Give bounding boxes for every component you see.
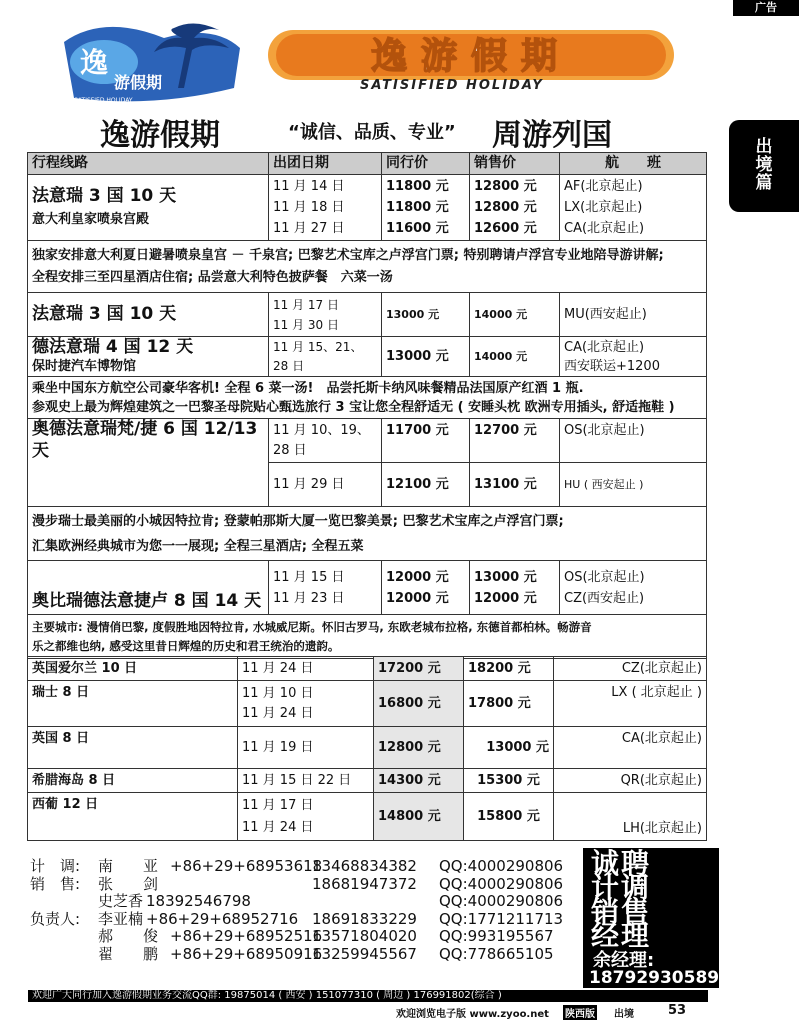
contact-row: [30, 893, 575, 911]
trade-price: 16800 元: [374, 681, 464, 727]
note-row: [28, 241, 707, 293]
trade-price: 13000 元: [382, 337, 470, 377]
table-row: [28, 337, 707, 377]
date: 28 日: [273, 442, 307, 458]
route-sub: 保时捷汽车博物馆: [32, 358, 137, 374]
contact-phone: +86+29+68950916: [170, 944, 323, 963]
trade-price: 11600 元: [386, 221, 449, 236]
note-line: 全程安排三至四星酒店住宿; 品尝意大利特色披萨餐 六菜一汤: [32, 269, 393, 285]
header-sale-price: 销售价: [470, 153, 560, 175]
route-name: 法意瑞 3 国 10 天: [32, 303, 177, 324]
route-notes: [28, 615, 707, 659]
table-row: [28, 175, 707, 241]
flight: QR(北京起止): [554, 769, 707, 793]
contact-qq: QQ:4000290806: [439, 857, 564, 875]
contact-row: [30, 858, 575, 876]
date: 11 月 23 日: [273, 590, 345, 606]
sale-price: 12000 元: [474, 590, 537, 606]
note-row: [28, 377, 707, 419]
recruit-line: 计调: [591, 871, 652, 904]
route-cell: [28, 337, 269, 377]
date-cell: [269, 293, 382, 337]
recruit-manager: 余经理:: [593, 950, 655, 971]
contact-qq: QQ:4000290806: [439, 874, 564, 893]
sale-price: 12600 元: [474, 221, 537, 236]
recruit-box: [583, 848, 719, 988]
tour-table: [27, 152, 707, 659]
route-name: 瑞士 8 日: [28, 681, 238, 727]
route-name: 德法意瑞 4 国 12 天: [32, 336, 194, 357]
flight: AF(北京起止): [564, 179, 643, 194]
contact-phone: +86+29+68953618: [170, 857, 323, 875]
page-footer: [0, 1002, 799, 1018]
flight-cell: [560, 175, 707, 241]
table-row: [28, 793, 707, 841]
trade-price: 12000 元: [386, 590, 449, 606]
sale-price: 13000 元: [464, 727, 554, 769]
route-name: 法意瑞 3 国 10 天: [32, 185, 177, 206]
table-row: [28, 727, 707, 769]
date: 11 月 19 日: [238, 727, 374, 769]
trade-price: 12800 元: [374, 727, 464, 769]
route-name: 英国爱尔兰 10 日: [28, 657, 238, 681]
trade-price: 11800 元: [386, 200, 449, 215]
flight: CA(北京起止): [564, 221, 645, 236]
sale-price: 15300 元: [464, 769, 554, 793]
contact-mobile: 18681947372: [312, 874, 417, 893]
date: 11 月 17 日: [273, 297, 339, 312]
route-cell: [28, 175, 269, 241]
trade-price: 12100 元: [382, 463, 470, 507]
contact-role: 计 调:: [30, 857, 81, 875]
note-line: 独家安排意大利夏日避暑喷泉皇宫 － 千泉宫; 巴黎艺术宝库之卢浮宫门票; 特别聘请卢浮宫专业地陪导游讲解;: [32, 247, 664, 263]
recruit-line: 诚聘: [591, 847, 652, 880]
contact-name: 李亚楠: [98, 909, 144, 928]
date: 11 月 24 日: [242, 705, 314, 721]
footer-category: 出境: [614, 1009, 634, 1020]
trade-price: 11700 元: [382, 419, 470, 463]
route-cell: [28, 419, 269, 507]
page-title: [30, 110, 710, 152]
trade-price: 14300 元: [374, 769, 464, 793]
date-cell: [238, 793, 374, 841]
date-cell: [269, 175, 382, 241]
date: 11 月 15 日 22 日: [238, 769, 374, 793]
header-flight: 航 班: [560, 153, 707, 175]
contact-name: 张 剑: [98, 874, 159, 893]
contact-phone: 18392546798: [146, 892, 251, 910]
flight-cell: [560, 561, 707, 615]
sale-price-cell: [470, 561, 560, 615]
date: 28 日: [273, 358, 305, 373]
trade-price: 14800 元: [374, 793, 464, 841]
ad-tag: 广告: [733, 0, 799, 16]
qq-group-bar: 欢迎广大同行加入逸游假期业务交流QQ群: 19875014 ( 西安 ) 151077310 ( 周边 ) 176991802(综合 ): [28, 990, 708, 1002]
flight: LX ( 北京起止 ): [554, 681, 707, 727]
date: 11 月 17 日: [242, 797, 314, 813]
flight: LX(北京起止): [564, 200, 643, 215]
flight: HU ( 西安起止 ): [560, 463, 707, 507]
sale-price: 15800 元: [464, 793, 554, 841]
sale-price: 18200 元: [464, 657, 554, 681]
contact-phone: +86+29+68952516: [170, 927, 323, 945]
contact-name: 郝 俊: [98, 927, 159, 945]
table-row: [28, 561, 707, 615]
contact-role: 销 售:: [30, 874, 81, 893]
flight: CZ(北京起止): [554, 657, 707, 681]
section-tab: [729, 120, 799, 212]
note-line: 漫步瑞士最美丽的小城因特拉肯; 登蒙帕那斯大厦一览巴黎美景; 巴黎艺术宝库之卢浮宫门票;: [32, 513, 564, 529]
flight: 西安联运+1200: [564, 358, 660, 374]
section-tab-label: 出境篇: [755, 137, 773, 193]
route-cell: [28, 561, 269, 615]
sale-price: 12800 元: [474, 179, 537, 194]
page-number: 53: [668, 1003, 687, 1018]
note-line: 乐之都维也纳, 感受这里昔日辉煌的历史和君王统治的遗韵。: [32, 638, 340, 653]
title-right: 周游列国: [492, 118, 612, 153]
note-row: [28, 615, 707, 659]
header-route: 行程线路: [28, 153, 269, 175]
date: 11 月 15、21、: [273, 339, 363, 354]
contact-row: [30, 928, 575, 946]
sale-price: 12700 元: [470, 419, 560, 463]
trade-price: 12000 元: [386, 569, 449, 585]
date: 11 月 24 日: [238, 657, 374, 681]
date: 11 月 27 日: [273, 221, 345, 236]
sale-price: 12800 元: [474, 200, 537, 215]
contact-name: 南 亚: [98, 857, 159, 875]
contact-qq: QQ:778665105: [439, 944, 554, 963]
date-cell: [269, 561, 382, 615]
date: 11 月 24 日: [242, 819, 314, 835]
recruit-line: 销售: [591, 895, 652, 928]
route-name: 奥比瑞德法意捷卢 8 国 14 天: [32, 591, 262, 611]
route-name: 英国 8 日: [28, 727, 238, 769]
flight-cell: [560, 337, 707, 377]
contact-qq: QQ:4000290806: [439, 892, 564, 910]
flight: OS(北京起止): [564, 569, 645, 585]
date: 11 月 10、19、: [273, 422, 370, 438]
trade-price: 11800 元: [386, 179, 449, 194]
logo-left: [44, 18, 250, 106]
contact-mobile: 13259945567: [312, 944, 417, 963]
trade-price: 13000 元: [382, 293, 470, 337]
note-line: 乘坐中国东方航空公司豪华客机! 全程 6 菜一汤! 品尝托斯卡纳风味餐精品法国原产红酒 1 瓶.: [32, 380, 584, 396]
table-row: [28, 293, 707, 337]
footer-site: 欢迎浏览电子版 www.zyoo.net: [396, 1009, 549, 1020]
route-cell: [28, 293, 269, 337]
date: 11 月 14 日: [273, 179, 345, 194]
date-cell: [269, 419, 382, 463]
route-sub: 意大利皇家喷泉宫殿: [32, 211, 150, 227]
table-row: [28, 657, 707, 681]
header-date: 出团日期: [269, 153, 382, 175]
contact-role: 负责人:: [30, 909, 81, 928]
header-trade-price: 同行价: [382, 153, 470, 175]
date: 11 月 30 日: [273, 317, 339, 332]
note-line: 汇集欧洲经典城市为您一一展现; 全程三星酒店; 全程五菜: [32, 538, 364, 554]
contact-row: [30, 946, 575, 964]
contact-qq: QQ:1771211713: [439, 909, 564, 928]
logo-subtitle: SATISIFIED HOLIDAY: [360, 78, 544, 93]
flight: MU(西安起止): [560, 293, 707, 337]
svg-text:逸: 逸: [80, 46, 109, 79]
route-name: 西葡 12 日: [28, 793, 238, 841]
date: 11 月 15 日: [273, 569, 345, 585]
flight: CA(北京起止): [554, 727, 707, 769]
svg-text:游假期: 游假期: [114, 73, 163, 92]
route-name: 奥德法意瑞梵/捷 6 国 12/13 天: [32, 419, 258, 461]
sale-price: 17800 元: [464, 681, 554, 727]
contact-list: [30, 858, 575, 963]
contact-name: 翟 鹏: [98, 944, 159, 963]
route-notes: [28, 241, 707, 293]
sale-price: 14000 元: [470, 337, 560, 377]
contact-row: [30, 911, 575, 929]
contact-mobile: 18691833229: [312, 909, 417, 928]
recruit-phone: 18792930589: [589, 968, 720, 988]
sale-price: 13000 元: [474, 569, 537, 585]
contact-row: [30, 876, 575, 894]
contact-name: 史芝香: [98, 892, 144, 910]
trade-price-cell: [382, 561, 470, 615]
note-row: [28, 507, 707, 561]
svg-text:SATISFIED HOLIDAY: SATISFIED HOLIDAY: [74, 97, 133, 104]
table-row: [28, 419, 707, 463]
contact-mobile: 13468834382: [312, 857, 417, 875]
title-slogan: “诚信、品质、专业”: [288, 122, 456, 143]
svg-text:逸游假期: 逸游假期: [370, 36, 572, 77]
contact-mobile: 13571804020: [312, 927, 417, 945]
sale-price: 13100 元: [470, 463, 560, 507]
flight: CA(北京起止): [564, 339, 645, 355]
contact-qq: QQ:993195567: [439, 927, 554, 945]
short-tours-table: [27, 656, 707, 841]
trade-price-cell: [382, 175, 470, 241]
note-line: 主要城市: 漫情俏巴黎, 度假胜地因特拉肯, 水城威尼斯。怀旧古罗马, 东欧老城布拉格, 东德首都柏林。畅游音: [32, 619, 592, 634]
title-main: 逸游假期: [100, 118, 220, 153]
route-name: 希腊海岛 8 日: [28, 769, 238, 793]
trade-price: 17200 元: [374, 657, 464, 681]
date: 11 月 29 日: [269, 463, 382, 507]
recruit-line: 经理: [591, 919, 652, 952]
note-line: 参观史上最为辉煌建筑之一巴黎圣母院贴心甄选旅行 3 宝让您全程舒适无 ( 安睡头枕 欧洲专用插头, 舒适拖鞋 ): [32, 399, 675, 415]
date: 11 月 18 日: [273, 200, 345, 215]
table-row: [28, 681, 707, 727]
flight: CZ(西安起止): [564, 590, 645, 606]
table-row: [28, 769, 707, 793]
flight: LH(北京起止): [554, 793, 707, 841]
route-notes: [28, 377, 707, 419]
date-cell: [238, 681, 374, 727]
sale-price-cell: [470, 175, 560, 241]
table-header: [28, 153, 707, 175]
date: 11 月 10 日: [242, 685, 314, 701]
sale-price: 14000 元: [470, 293, 560, 337]
footer-section: 陕西版: [563, 1005, 597, 1020]
date-cell: [269, 337, 382, 377]
flight: OS(北京起止): [560, 419, 707, 463]
contact-phone: +86+29+68952716: [146, 909, 299, 928]
route-notes: [28, 507, 707, 561]
